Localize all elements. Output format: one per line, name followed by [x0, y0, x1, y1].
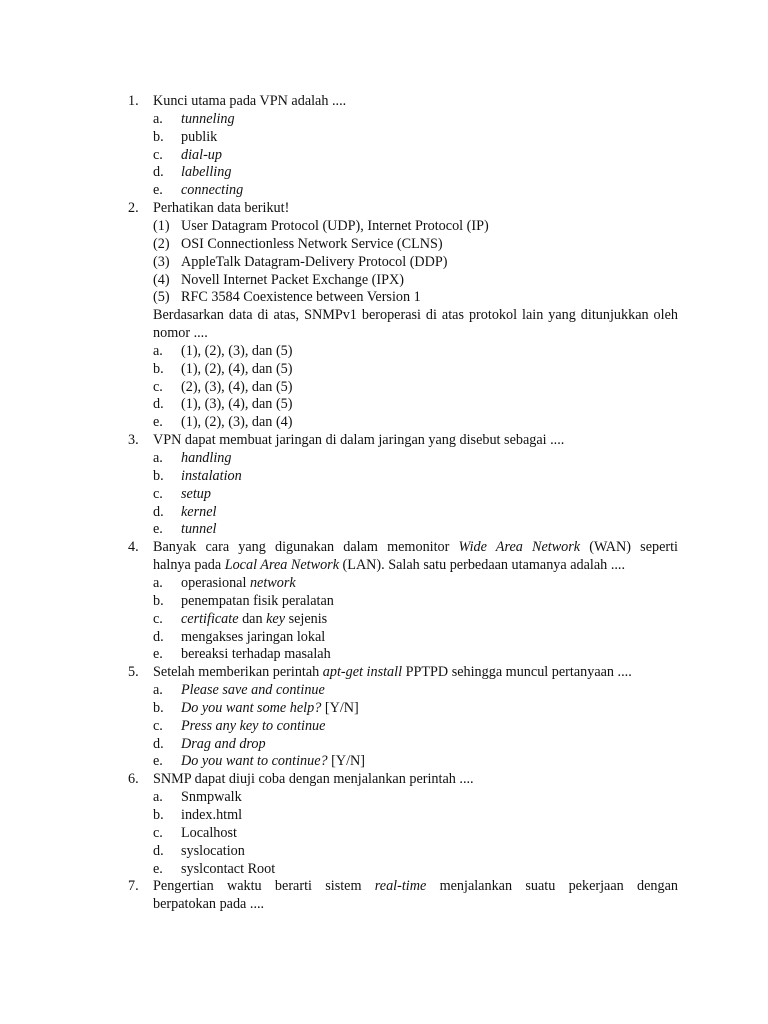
text-run: (1), (2), (3), dan (5)	[181, 342, 293, 359]
answer-option-text	[181, 700, 678, 718]
text-run: dan	[238, 610, 267, 627]
answer-option-label: a.	[153, 450, 163, 466]
text-run: Banyak cara yang digunakan dalam memonitor	[153, 539, 459, 556]
answer-option-text	[181, 753, 678, 771]
answer-option-label: a.	[153, 342, 163, 359]
text-run: Snmpwalk	[181, 789, 242, 806]
question-text-line	[153, 878, 678, 896]
answer-option-label: e.	[153, 753, 163, 770]
answer-option-text	[181, 789, 678, 807]
answer-option-label: a.	[153, 682, 163, 699]
answer-option-label: d.	[153, 164, 164, 181]
text-run: setup	[181, 485, 211, 502]
text-run: [Y/N]	[327, 753, 366, 770]
text-run: bereaksi terhadap masalah	[181, 646, 331, 663]
text-run: (WAN) seperti	[580, 539, 678, 556]
answer-option-text	[181, 718, 678, 736]
text-run: kernel	[181, 503, 217, 520]
answer-option-text	[181, 825, 678, 843]
text-run: (1), (2), (4), dan (5)	[181, 360, 293, 377]
answer-option-text	[181, 343, 678, 361]
answer-option-text	[181, 611, 678, 629]
text-run: OSI Connectionless Network Service (CLNS)	[181, 235, 443, 252]
answer-option-label: c.	[153, 610, 163, 627]
data-item-label: (2)	[153, 235, 170, 252]
data-item-label: (5)	[153, 289, 170, 306]
text-run: network	[249, 574, 296, 591]
answer-option-text	[181, 468, 678, 486]
question-number: 7.	[128, 878, 139, 895]
text-run: Novell Internet Packet Exchange (IPX)	[181, 271, 404, 288]
text-run: Press any key to continue	[181, 717, 326, 734]
text-run: (2), (3), (4), dan (5)	[181, 378, 293, 395]
data-item-text	[181, 272, 678, 290]
answer-option-label: c.	[153, 717, 163, 734]
answer-option-label: b.	[153, 592, 164, 609]
answer-option-text	[181, 521, 678, 539]
question-number: 2.	[128, 200, 139, 217]
question-followup-text: Berdasarkan data di atas, SNMPv1 beroperasi di atas protokol lain yang ditunjukkan oleh nomor ....	[153, 307, 678, 342]
question-number: 3.	[128, 432, 139, 449]
answer-option-text	[181, 164, 678, 182]
answer-option-text	[181, 361, 678, 379]
text-run: key	[266, 610, 286, 627]
text-run: VPN dapat membuat jaringan di dalam jaringan yang disebut sebagai ....	[153, 432, 565, 449]
text-run: syslcontact Root	[181, 860, 276, 877]
question-text-line	[153, 896, 678, 914]
answer-option-text	[181, 682, 678, 700]
answer-option-label: e.	[153, 414, 163, 431]
text-run: real-time	[374, 878, 427, 895]
question-text-line	[153, 200, 678, 218]
answer-option-label: d.	[153, 396, 164, 413]
text-run: apt-get install	[322, 664, 403, 681]
text-run: tunnel	[181, 521, 217, 538]
answer-option-text	[181, 593, 678, 611]
question-number: 6.	[128, 771, 139, 788]
text-run: connecting	[181, 182, 244, 199]
question-text-line	[153, 664, 678, 682]
answer-option-label: c.	[153, 378, 163, 395]
question-text-line	[153, 432, 678, 450]
data-item-text	[181, 289, 678, 307]
text-run: syslocation	[181, 842, 245, 859]
text-run: SNMP dapat diuji coba dengan menjalankan perintah ....	[153, 771, 474, 788]
text-run: berpatokan pada ....	[153, 896, 265, 913]
data-item-text	[181, 236, 678, 254]
text-run: handling	[181, 450, 232, 466]
answer-option-label: d.	[153, 735, 164, 752]
answer-option-label: a.	[153, 574, 163, 591]
text-run: mengakses jaringan lokal	[181, 628, 326, 645]
answer-option-text	[181, 646, 678, 664]
answer-option-label: e.	[153, 521, 163, 538]
question-text-line	[153, 93, 678, 111]
text-run: Please save and continue	[181, 682, 325, 699]
answer-option-label: a.	[153, 110, 163, 127]
text-run: Perhatikan data berikut!	[153, 200, 290, 217]
answer-option-text	[181, 129, 678, 147]
answer-option-label: b.	[153, 128, 164, 145]
text-run: Kunci utama pada VPN adalah ....	[153, 93, 347, 109]
text-run: AppleTalk Datagram-Delivery Protocol (DDP)	[181, 253, 448, 270]
text-run: Do you want some help?	[181, 699, 322, 716]
text-run: RFC 3584 Coexistence between Version 1	[181, 289, 421, 306]
data-item-text	[181, 254, 678, 272]
answer-option-text	[181, 504, 678, 522]
data-item-label: (1)	[153, 217, 170, 234]
answer-option-label: d.	[153, 628, 164, 645]
text-run: (1), (2), (3), dan (4)	[181, 414, 293, 431]
text-run: Pengertian waktu berarti sistem	[153, 878, 375, 895]
question-text-line	[153, 771, 678, 789]
text-run: (LAN). Salah satu perbedaan utamanya adalah ....	[339, 557, 626, 574]
text-run: Do you want to continue?	[181, 753, 328, 770]
text-run: Drag and drop	[181, 735, 266, 752]
answer-option-label: e.	[153, 860, 163, 877]
text-run: penempatan fisik peralatan	[181, 592, 334, 609]
answer-option-label: e.	[153, 646, 163, 663]
text-run: instalation	[181, 467, 242, 484]
answer-option-text	[181, 111, 678, 129]
text-run: (1), (3), (4), dan (5)	[181, 396, 293, 413]
answer-option-text	[181, 807, 678, 825]
text-run: User Datagram Protocol (UDP), Internet Protocol (IP)	[181, 217, 489, 234]
data-item-label: (3)	[153, 253, 170, 270]
answer-option-label: e.	[153, 182, 163, 199]
answer-option-label: a.	[153, 789, 163, 806]
text-run: labelling	[181, 164, 232, 181]
answer-option-text	[181, 575, 678, 593]
question-number: 1.	[128, 93, 139, 109]
text-run: Wide Area Network	[458, 539, 581, 556]
answer-option-text	[181, 486, 678, 504]
answer-option-label: b.	[153, 360, 164, 377]
question-number: 4.	[128, 539, 139, 556]
answer-option-text	[181, 414, 678, 432]
text-run: halnya pada	[153, 557, 225, 574]
text-run: [Y/N]	[321, 699, 359, 716]
answer-option-text	[181, 450, 678, 468]
text-run: menjalankan suatu pekerjaan dengan	[426, 878, 678, 895]
answer-option-label: c.	[153, 146, 163, 163]
answer-option-text	[181, 843, 678, 861]
question-number: 5.	[128, 664, 139, 681]
text-run: dial-up	[181, 146, 222, 163]
text-run: tunneling	[181, 110, 235, 127]
answer-option-text	[181, 182, 678, 200]
text-run: Setelah memberikan perintah	[153, 664, 323, 681]
text-run: PPTPD sehingga muncul pertanyaan ....	[402, 664, 632, 681]
text-run: certificate	[181, 610, 239, 627]
answer-option-label: d.	[153, 842, 164, 859]
answer-option-label: c.	[153, 824, 163, 841]
data-item-text	[181, 218, 678, 236]
answer-option-label: d.	[153, 503, 164, 520]
question-text-line	[153, 539, 678, 557]
answer-option-text	[181, 629, 678, 647]
answer-option-label: c.	[153, 485, 163, 502]
answer-option-text	[181, 861, 678, 879]
answer-option-label: b.	[153, 807, 164, 823]
text-run: index.html	[181, 807, 243, 823]
answer-option-label: b.	[153, 467, 164, 484]
answer-option-text	[181, 396, 678, 414]
question-text-line	[153, 557, 678, 575]
answer-option-text	[181, 147, 678, 165]
data-item-label: (4)	[153, 271, 170, 288]
answer-option-text	[181, 736, 678, 754]
text-run: publik	[181, 128, 218, 145]
answer-option-text	[181, 379, 678, 397]
text-run: Local Area Network	[224, 557, 339, 574]
text-run: operasional	[181, 574, 250, 591]
text-run: sejenis	[285, 610, 328, 627]
text-run: Localhost	[181, 824, 237, 841]
answer-option-label: b.	[153, 699, 164, 716]
